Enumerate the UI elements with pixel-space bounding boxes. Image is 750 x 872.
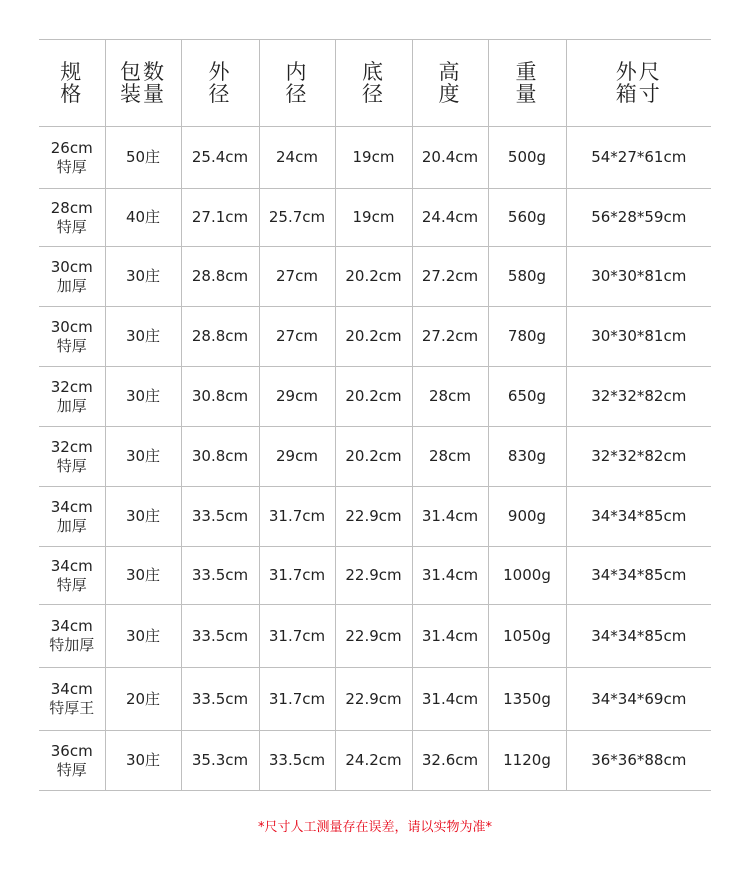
- header-line: 量: [515, 82, 539, 106]
- bottom-diameter-cell: 20.2cm: [335, 307, 412, 367]
- pack-qty-cell: 30庄: [105, 731, 181, 791]
- table-row: [39, 189, 711, 247]
- table-row: [39, 547, 711, 605]
- disclaimer-note: *尺寸人工测量存在误差，请以实物为准*: [257, 820, 492, 835]
- pack-qty-header: [105, 40, 181, 127]
- weight-header: [488, 40, 566, 127]
- inner-diameter-cell: 24cm: [259, 127, 335, 189]
- outer-diameter-cell: 28.8cm: [181, 307, 259, 367]
- inner-diameter-cell: 31.7cm: [259, 487, 335, 547]
- spec-cell: [39, 668, 105, 731]
- spec-line: 32cm: [50, 437, 93, 456]
- weight-cell: 1350g: [488, 668, 566, 731]
- outer-diameter-cell: 28.8cm: [181, 247, 259, 307]
- carton-size-header: [566, 40, 711, 127]
- carton-size-cell: 30*30*81cm: [566, 247, 711, 307]
- bottom-diameter-cell: 20.2cm: [335, 427, 412, 487]
- weight-cell: 500g: [488, 127, 566, 189]
- weight-cell: 1120g: [488, 731, 566, 791]
- carton-size-cell: 30*30*81cm: [566, 307, 711, 367]
- height-cell: 20.4cm: [412, 127, 488, 189]
- spec-line: 30cm: [50, 317, 93, 336]
- height-cell: 31.4cm: [412, 487, 488, 547]
- carton-size-cell: 34*34*69cm: [566, 668, 711, 731]
- spec-line: 26cm: [50, 138, 93, 157]
- header-line: 装量: [120, 82, 166, 106]
- table-row: [39, 307, 711, 367]
- weight-cell: 900g: [488, 487, 566, 547]
- pack-qty-cell: 30庄: [105, 605, 181, 668]
- spec-cell: [39, 367, 105, 427]
- bottom-diameter-cell: 22.9cm: [335, 668, 412, 731]
- height-header: [412, 40, 488, 127]
- inner-diameter-header: [259, 40, 335, 127]
- height-cell: 31.4cm: [412, 605, 488, 668]
- carton-size-cell: 56*28*59cm: [566, 189, 711, 247]
- spec-table: [39, 39, 711, 791]
- outer-diameter-cell: 27.1cm: [181, 189, 259, 247]
- height-cell: 27.2cm: [412, 307, 488, 367]
- spec-line: 36cm: [50, 741, 93, 760]
- carton-size-cell: 34*34*85cm: [566, 547, 711, 605]
- inner-diameter-cell: 31.7cm: [259, 547, 335, 605]
- outer-diameter-cell: 33.5cm: [181, 668, 259, 731]
- table-row: [39, 427, 711, 487]
- bottom-diameter-header: [335, 40, 412, 127]
- height-cell: 28cm: [412, 367, 488, 427]
- spec-line: 34cm: [50, 617, 93, 635]
- inner-diameter-cell: 31.7cm: [259, 605, 335, 668]
- pack-qty-cell: 30庄: [105, 247, 181, 307]
- weight-cell: 830g: [488, 427, 566, 487]
- weight-cell: 580g: [488, 247, 566, 307]
- spec-line: 34cm: [50, 497, 93, 516]
- spec-line: 特厚: [56, 456, 87, 475]
- header-row: [39, 40, 711, 127]
- spec-line: 特厚王: [49, 699, 95, 717]
- header-line: 高: [438, 60, 462, 84]
- pack-qty-cell: 30庄: [105, 547, 181, 605]
- bottom-diameter-cell: 20.2cm: [335, 247, 412, 307]
- outer-diameter-cell: 33.5cm: [181, 487, 259, 547]
- table-row: [39, 605, 711, 668]
- bottom-diameter-cell: 22.9cm: [335, 487, 412, 547]
- outer-diameter-cell: 33.5cm: [181, 547, 259, 605]
- header-line: 箱寸: [615, 82, 662, 106]
- spec-line: 加厚: [56, 276, 87, 295]
- bottom-diameter-cell: 24.2cm: [335, 731, 412, 791]
- height-cell: 31.4cm: [412, 547, 488, 605]
- header-line: 径: [285, 82, 309, 106]
- spec-cell: [39, 247, 105, 307]
- outer-diameter-cell: 30.8cm: [181, 427, 259, 487]
- inner-diameter-cell: 27cm: [259, 247, 335, 307]
- header-line: 外尺: [615, 60, 662, 84]
- weight-cell: 780g: [488, 307, 566, 367]
- height-cell: 28cm: [412, 427, 488, 487]
- inner-diameter-cell: 33.5cm: [259, 731, 335, 791]
- pack-qty-cell: 40庄: [105, 189, 181, 247]
- header-line: 度: [438, 82, 462, 106]
- table-row: [39, 247, 711, 307]
- table-row: [39, 487, 711, 547]
- spec-cell: [39, 547, 105, 605]
- spec-cell: [39, 731, 105, 791]
- bottom-diameter-cell: 19cm: [335, 189, 412, 247]
- outer-diameter-cell: 33.5cm: [181, 605, 259, 668]
- spec-cell: [39, 307, 105, 367]
- spec-line: 特厚: [56, 760, 87, 779]
- header-line: 径: [362, 82, 385, 106]
- carton-size-cell: 34*34*85cm: [566, 605, 711, 668]
- spec-line: 特加厚: [49, 636, 95, 654]
- spec-cell: [39, 189, 105, 247]
- outer-diameter-cell: 25.4cm: [181, 127, 259, 189]
- spec-line: 特厚: [56, 575, 87, 594]
- bottom-diameter-cell: 19cm: [335, 127, 412, 189]
- spec-cell: [39, 127, 105, 189]
- height-cell: 31.4cm: [412, 668, 488, 731]
- spec-line: 28cm: [50, 198, 93, 217]
- table-row: [39, 367, 711, 427]
- header-line: 内: [285, 60, 309, 84]
- inner-diameter-cell: 25.7cm: [259, 189, 335, 247]
- weight-cell: 560g: [488, 189, 566, 247]
- spec-line: 34cm: [50, 556, 93, 575]
- spec-line: 30cm: [50, 257, 93, 276]
- spec-line: 特厚: [56, 217, 87, 236]
- height-cell: 24.4cm: [412, 189, 488, 247]
- carton-size-cell: 32*32*82cm: [566, 367, 711, 427]
- weight-cell: 650g: [488, 367, 566, 427]
- spec-cell: [39, 605, 105, 668]
- pack-qty-cell: 50庄: [105, 127, 181, 189]
- pack-qty-cell: 30庄: [105, 307, 181, 367]
- spec-cell: [39, 427, 105, 487]
- header-line: 底: [362, 60, 385, 84]
- outer-diameter-cell: 35.3cm: [181, 731, 259, 791]
- bottom-diameter-cell: 22.9cm: [335, 605, 412, 668]
- header-line: 外: [208, 60, 232, 84]
- header-line: 重: [515, 60, 539, 84]
- spec-line: 32cm: [50, 377, 93, 396]
- spec-cell: [39, 487, 105, 547]
- weight-cell: 1000g: [488, 547, 566, 605]
- inner-diameter-cell: 29cm: [259, 427, 335, 487]
- carton-size-cell: 34*34*85cm: [566, 487, 711, 547]
- table-row: [39, 127, 711, 189]
- carton-size-cell: 54*27*61cm: [566, 127, 711, 189]
- pack-qty-cell: 30庄: [105, 487, 181, 547]
- outer-diameter-header: [181, 40, 259, 127]
- table-row: [39, 668, 711, 731]
- spec-header: [39, 40, 105, 127]
- pack-qty-cell: 30庄: [105, 367, 181, 427]
- inner-diameter-cell: 27cm: [259, 307, 335, 367]
- spec-line: 34cm: [50, 680, 93, 698]
- spec-line: 加厚: [56, 396, 87, 415]
- header-line: 规: [60, 60, 84, 84]
- outer-diameter-cell: 30.8cm: [181, 367, 259, 427]
- carton-size-cell: 32*32*82cm: [566, 427, 711, 487]
- header-line: 格: [60, 82, 84, 106]
- bottom-diameter-cell: 22.9cm: [335, 547, 412, 605]
- header-line: 包数: [120, 60, 166, 84]
- bottom-diameter-cell: 20.2cm: [335, 367, 412, 427]
- pack-qty-cell: 30庄: [105, 427, 181, 487]
- spec-line: 特厚: [56, 157, 87, 176]
- inner-diameter-cell: 31.7cm: [259, 668, 335, 731]
- table-row: [39, 731, 711, 791]
- height-cell: 32.6cm: [412, 731, 488, 791]
- pack-qty-cell: 20庄: [105, 668, 181, 731]
- carton-size-cell: 36*36*88cm: [566, 731, 711, 791]
- spec-line: 特厚: [56, 336, 87, 355]
- table-body: [39, 127, 711, 791]
- spec-line: 加厚: [56, 516, 87, 535]
- inner-diameter-cell: 29cm: [259, 367, 335, 427]
- weight-cell: 1050g: [488, 605, 566, 668]
- header-line: 径: [208, 82, 232, 106]
- height-cell: 27.2cm: [412, 247, 488, 307]
